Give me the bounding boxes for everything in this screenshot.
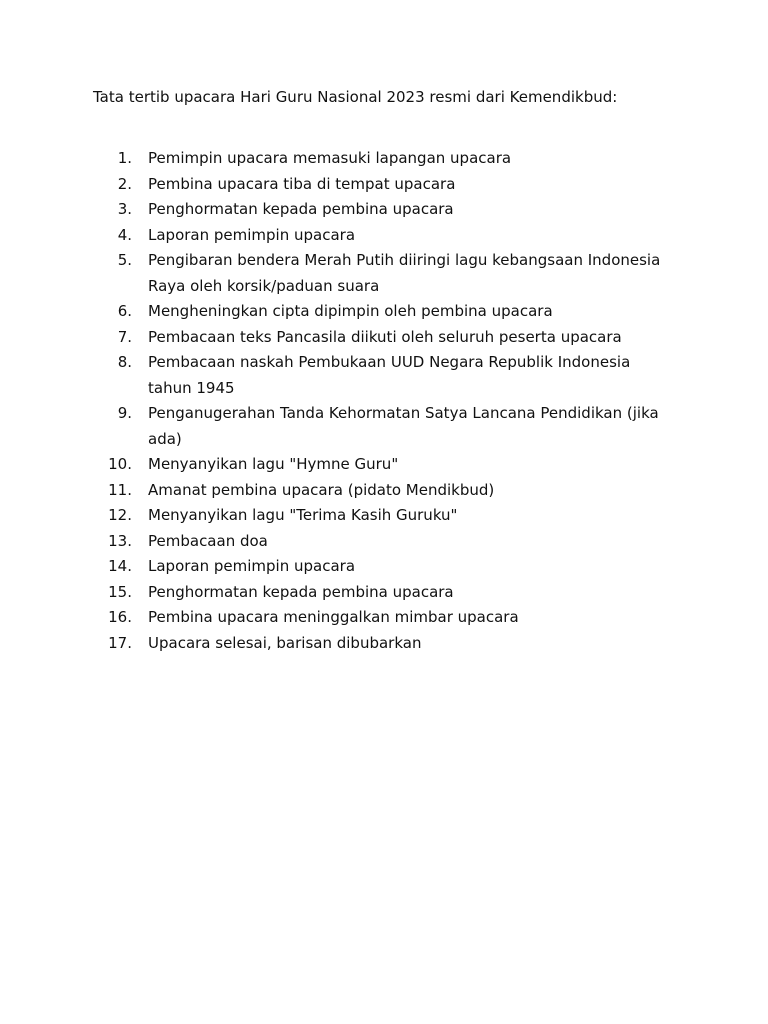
- list-item: [0, 452, 668, 478]
- list-item-number: 7.: [117, 327, 132, 346]
- list-item-number: 10.: [108, 455, 132, 473]
- list-item-text: Pembacaan naskah Pembukaan UUD Negara Republik Indonesia tahun 1945: [148, 353, 631, 397]
- list-item-number: 17.: [108, 633, 132, 652]
- list-item: [0, 172, 668, 198]
- list-item-number: 3.: [117, 200, 132, 218]
- list-item: [0, 325, 668, 351]
- list-item-number: 5.: [117, 251, 132, 269]
- list-item: [0, 401, 668, 452]
- list-item: [0, 529, 668, 555]
- list-item-number: 1.: [117, 149, 132, 167]
- list-item-number: 4.: [117, 225, 132, 244]
- list-item-number: 8.: [117, 353, 132, 371]
- list-item: [0, 478, 668, 504]
- list-item-number: 14.: [108, 557, 132, 575]
- list-item-text: Penghormatan kepada pembina upacara: [148, 200, 454, 218]
- list-item: [0, 299, 668, 325]
- list-item-text: Laporan pemimpin upacara: [148, 225, 356, 244]
- list-item: [0, 197, 668, 223]
- list-item-number: 16.: [108, 608, 132, 626]
- list-item: [0, 605, 668, 631]
- list-item-text: Laporan pemimpin upacara: [148, 557, 356, 575]
- list-item-number: 6.: [117, 302, 132, 320]
- list-item-text: Pembina upacara tiba di tempat upacara: [148, 174, 456, 193]
- list-item-text: Upacara selesai, barisan dibubarkan: [148, 633, 422, 652]
- list-item: [0, 223, 668, 249]
- list-item-text: Penganugerahan Tanda Kehormatan Satya Lancana Pendidikan (jika ada): [148, 404, 659, 448]
- list-item-number: 12.: [108, 506, 132, 524]
- list-item: [0, 248, 668, 299]
- list-item-text: Menyanyikan lagu "Terima Kasih Guruku": [148, 506, 458, 524]
- list-item-text: Pembina upacara meninggalkan mimbar upacara: [148, 608, 519, 626]
- list-item-number: 9.: [117, 404, 132, 422]
- list-item: [0, 580, 668, 606]
- list-item: [0, 631, 668, 657]
- list-item-number: 2.: [117, 174, 132, 193]
- list-item: [0, 554, 668, 580]
- list-item: [0, 503, 668, 529]
- list-item-text: Penghormatan kepada pembina upacara: [148, 582, 454, 601]
- list-item: [0, 146, 668, 172]
- ceremony-order-list: [0, 146, 768, 656]
- list-item-text: Menyanyikan lagu "Hymne Guru": [148, 455, 399, 473]
- list-item-text: Amanat pembina upacara (pidato Mendikbud): [148, 480, 495, 499]
- list-item-text: Mengheningkan cipta dipimpin oleh pembina upacara: [148, 302, 553, 320]
- list-item-text: Pembacaan doa: [148, 531, 268, 550]
- list-item-number: 15.: [108, 582, 132, 601]
- list-item-text: Pemimpin upacara memasuki lapangan upacara: [148, 149, 512, 167]
- list-item-text: Pembacaan teks Pancasila diikuti oleh seluruh peserta upacara: [148, 327, 622, 346]
- list-item-text: Pengibaran bendera Merah Putih diiringi lagu kebangsaan Indonesia Raya oleh korsik/paduan suara: [148, 251, 661, 295]
- list-item-number: 13.: [108, 531, 132, 550]
- list-item-number: 11.: [108, 480, 132, 499]
- document-heading: Tata tertib upacara Hari Guru Nasional 2023 resmi dari Kemendikbud:: [93, 88, 618, 106]
- list-item: [0, 350, 668, 401]
